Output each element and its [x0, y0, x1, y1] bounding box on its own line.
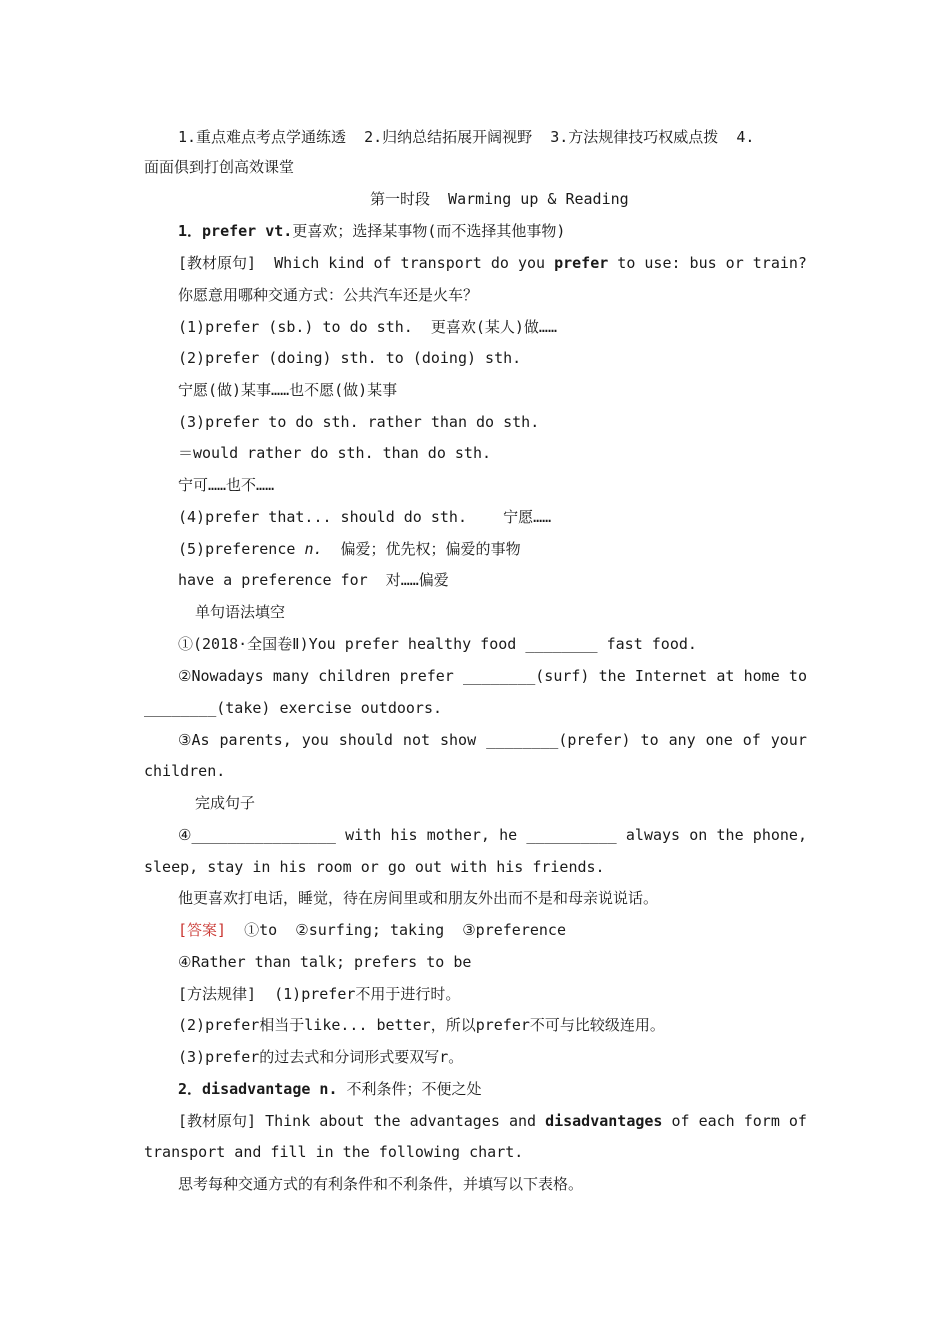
- method-text-1: (1)prefer不用于进行时。: [256, 985, 461, 1003]
- usage-2-translation: 宁愿(做)某事……也不愿(做)某事: [178, 381, 398, 399]
- answer-line-2: ④Rather than talk; prefers to be: [178, 953, 472, 971]
- word: show: [439, 731, 477, 749]
- word: prefer: [399, 667, 454, 685]
- word: ②Nowadays: [178, 667, 264, 685]
- complete-sentence-4: [178, 825, 807, 845]
- word: home: [743, 667, 780, 685]
- item1-heading: [178, 221, 565, 241]
- exercise-2: [178, 666, 807, 686]
- usage-3-equivalent: ＝would rather do sth. than do sth.: [178, 444, 492, 462]
- answer-text: ①to ②surfing; taking ③preference: [226, 921, 566, 939]
- source-keyword: prefer: [554, 254, 609, 272]
- usage-5-word: (5)preference: [178, 540, 305, 558]
- word: about: [319, 1112, 365, 1130]
- complete-sentence-4-continued: sleep, stay in his room or go out with his friends.: [144, 858, 605, 876]
- exercise-2-continued: ________(take) exercise outdoors.: [144, 699, 443, 717]
- item2-definition: 不利条件；不便之处: [337, 1080, 482, 1098]
- word: Internet: [634, 667, 708, 685]
- word: phone,: [752, 826, 807, 844]
- word: ③As: [178, 731, 210, 749]
- item2-source-sentence: [178, 1111, 807, 1131]
- usage-4: (4)prefer that... should do sth. 宁愿……: [178, 508, 552, 526]
- usage-6: have a preference for 对……偏爱: [178, 571, 449, 589]
- blank-word: __________: [526, 826, 617, 844]
- source-text-post: to use: bus or train?: [608, 254, 807, 272]
- usage-1: (1)prefer (sb.) to do sth. 更喜欢(某人)做……: [178, 318, 557, 336]
- usage-5-pos: n.: [304, 540, 323, 558]
- item1-headword: prefer vt.: [202, 222, 293, 240]
- usage-2: (2)prefer (doing) sth. to (doing) sth.: [178, 349, 522, 367]
- word: form: [743, 1112, 780, 1130]
- complete-sentence-title: 完成句子: [195, 794, 256, 812]
- item2-source-translation: 思考每种交通方式的有利条件和不利条件，并填写以下表格。: [178, 1175, 584, 1193]
- word: the: [598, 667, 626, 685]
- answer-label: [答案]: [178, 921, 227, 939]
- section-title: 第一时段 Warming up & Reading: [370, 190, 629, 208]
- word: Think: [265, 1112, 311, 1130]
- word: should: [338, 731, 393, 749]
- item2-headword: disadvantage n.: [202, 1080, 338, 1098]
- usage-5: [178, 539, 521, 559]
- blank-word: ________(surf): [463, 667, 590, 685]
- word: advantages: [409, 1112, 500, 1130]
- item1-source-sentence: [178, 253, 807, 273]
- word: the: [373, 1112, 401, 1130]
- item2-heading: [178, 1079, 482, 1099]
- source-keyword: disadvantages: [545, 1112, 663, 1130]
- word: you: [301, 731, 329, 749]
- word: mother,: [426, 826, 490, 844]
- word: of: [671, 1112, 690, 1130]
- word: each: [698, 1112, 735, 1130]
- word: to: [788, 667, 807, 685]
- source-text-pre: Which kind of transport do you: [274, 254, 555, 272]
- intro-line-2: 面面俱到打创高效课堂: [144, 158, 295, 176]
- word: to: [640, 731, 659, 749]
- method-line-1: [178, 984, 460, 1004]
- usage-3-translation: 宁可……也不……: [178, 476, 275, 494]
- exercise-3: [178, 730, 807, 750]
- word: the: [716, 826, 744, 844]
- source-label: [教材原句]: [178, 254, 257, 272]
- complete-sentence-4-translation: 他更喜欢打电话，睡觉，待在房间里或和朋友外出而不是和母亲说说话。: [178, 889, 659, 907]
- word: one: [705, 731, 733, 749]
- word: many: [272, 667, 310, 685]
- word: parents,: [219, 731, 292, 749]
- item2-source-continued: transport and fill in the following chart.: [144, 1143, 524, 1161]
- word: he: [499, 826, 518, 844]
- usage-3: (3)prefer to do sth. rather than do sth.: [178, 413, 540, 431]
- blank-word: ________(prefer): [486, 731, 631, 749]
- intro-line-1: 1.重点难点考点学通练透 2.归纳总结拓展开阔视野 3.方法规律技巧权威点拨 4.: [178, 128, 755, 146]
- word: of: [742, 731, 761, 749]
- word: of: [788, 1112, 807, 1130]
- source-translation: 你愿意用哪种交通方式：公共汽车还是火车？: [178, 286, 479, 304]
- item2-number: 2．: [178, 1080, 203, 1098]
- word: on: [689, 826, 708, 844]
- exercise-1: ①(2018·全国卷Ⅱ)You prefer healthy food ________ fast food.: [178, 635, 697, 653]
- exercise-3-continued: children.: [144, 762, 226, 780]
- word: not: [402, 731, 431, 749]
- source-label: [教材原句]: [178, 1112, 257, 1130]
- word: and: [508, 1112, 537, 1130]
- answer-line: [178, 920, 566, 940]
- method-line-2: (2)prefer相当于like... better，所以prefer不可与比较级连用。: [178, 1016, 665, 1034]
- word: your: [770, 731, 807, 749]
- word: at: [716, 667, 735, 685]
- word: his: [390, 826, 418, 844]
- word: any: [668, 731, 696, 749]
- word: always: [625, 826, 681, 844]
- method-label: [方法规律]: [178, 985, 257, 1003]
- exercise-title: 单句语法填空: [195, 603, 286, 621]
- blank-word: ④________________: [178, 826, 336, 844]
- usage-5-meaning: 偏爱；优先权；偏爱的事物: [322, 540, 521, 558]
- word: children: [318, 667, 391, 685]
- item1-number: 1．: [178, 222, 203, 240]
- method-line-3: (3)prefer的过去式和分词形式要双写r。: [178, 1048, 464, 1066]
- item1-definition: 更喜欢；选择某事物(而不选择其他事物): [292, 222, 566, 240]
- word: with: [345, 826, 382, 844]
